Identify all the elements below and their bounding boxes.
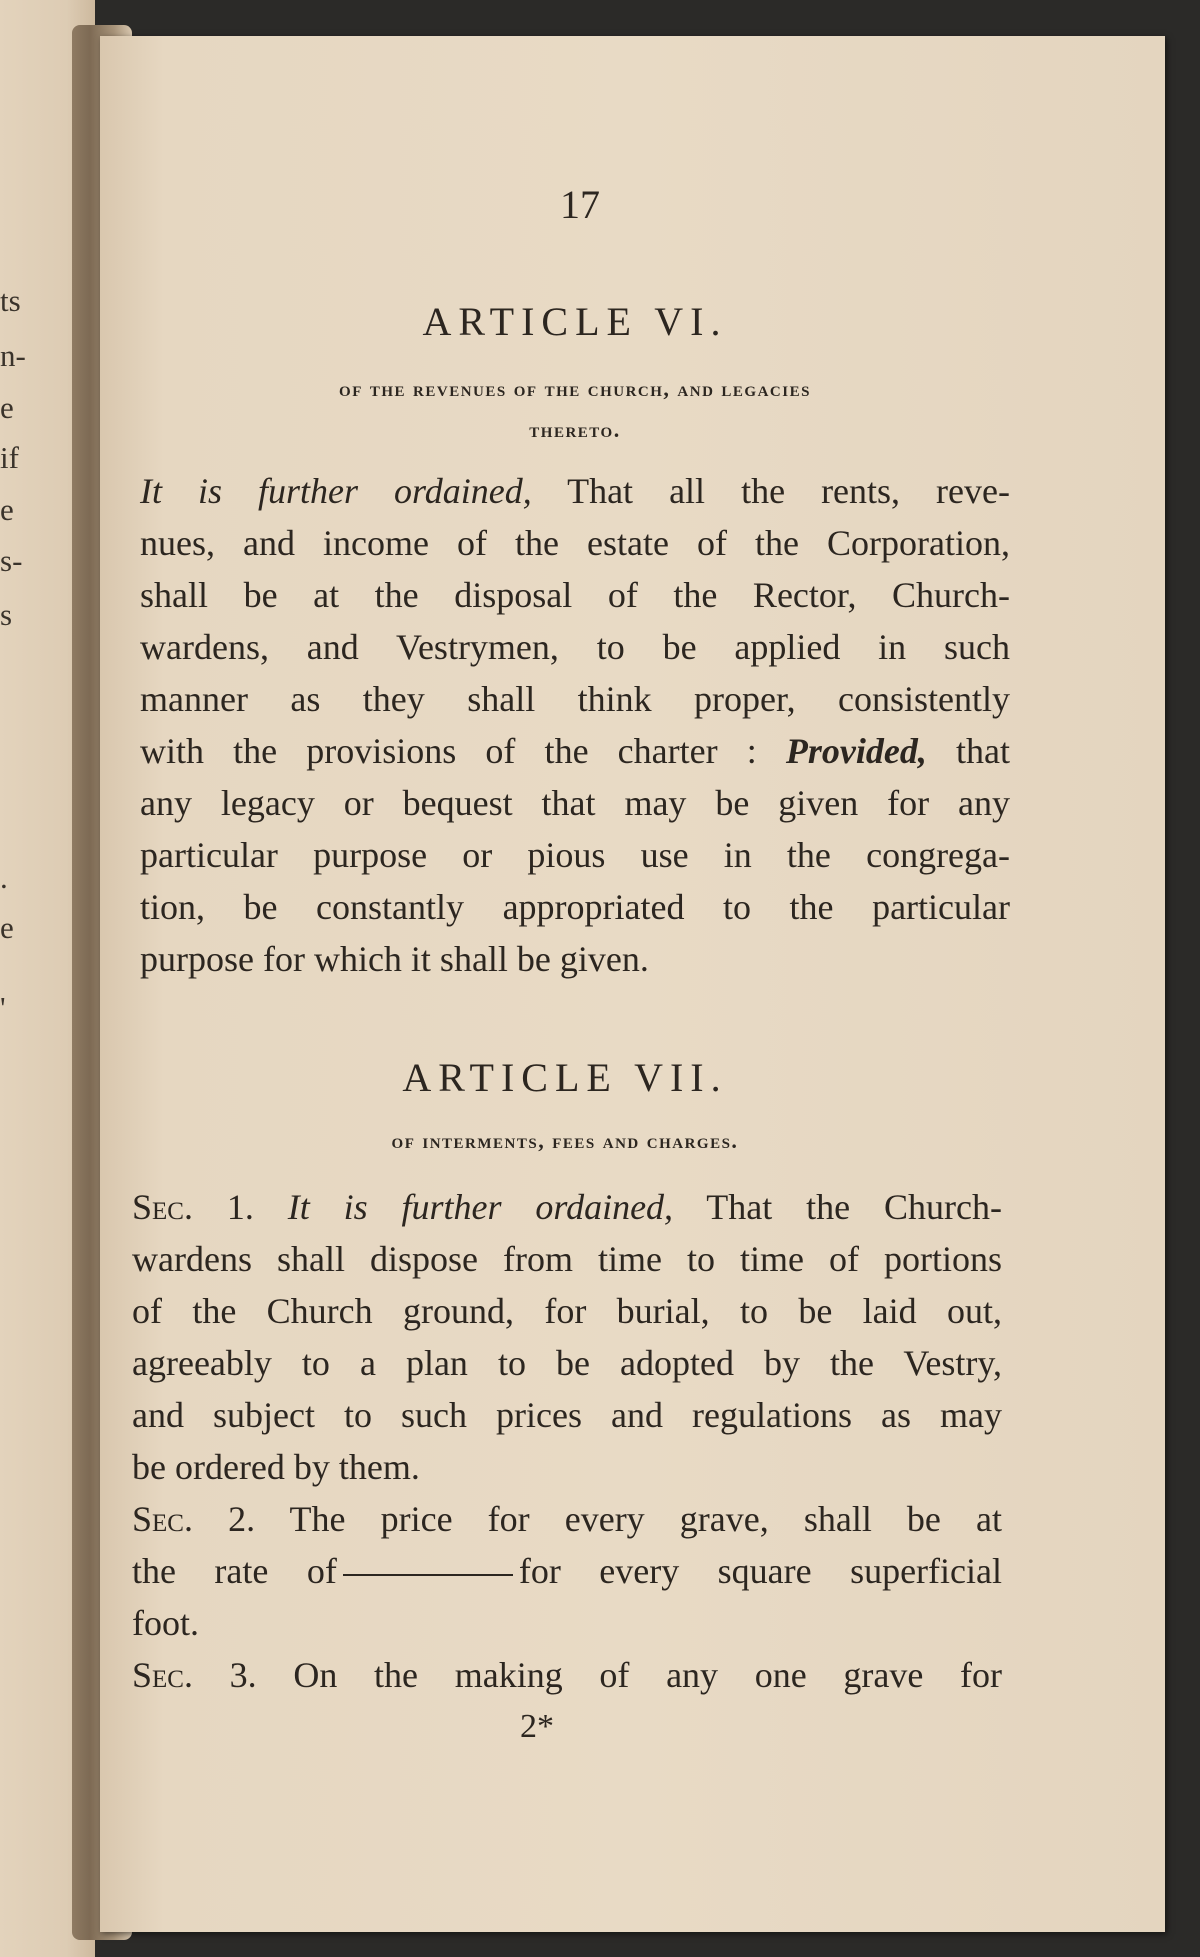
text-line: manner as they shall think proper, consistently: [140, 679, 1010, 719]
text-line: shall be at the disposal of the Rector, Church-: [140, 575, 1010, 615]
section-label: Sec. 1.: [132, 1187, 254, 1227]
text-line: nues, and income of the estate of the Corporation,: [140, 523, 1010, 563]
text-line: [140, 470, 1010, 512]
facing-text: .: [0, 860, 8, 895]
article-6-subtitle: thereto.: [529, 417, 621, 442]
text-line: agreeably to a plan to be adopted by the Vestry,: [132, 1343, 1002, 1383]
facing-text: e: [0, 492, 14, 527]
facing-text: if: [0, 440, 19, 475]
book-page: [100, 36, 1165, 1932]
text-line: [140, 730, 1010, 772]
text-line: tion, be constantly appropriated to the particular: [140, 887, 1010, 927]
text: That all the rents, reve-: [531, 471, 1010, 511]
text-line: [132, 1498, 1002, 1540]
blank-rule: [343, 1574, 513, 1576]
text-line: wardens shall dispose from time to time of portions: [132, 1239, 1002, 1279]
page-number: 17: [560, 182, 600, 227]
facing-text: ts: [0, 283, 21, 318]
text: the rate of: [132, 1551, 337, 1591]
text: with the provisions of the charter :: [140, 731, 786, 771]
signature-mark: 2*: [520, 1708, 554, 1745]
text-line: of the Church ground, for burial, to be laid out,: [132, 1291, 1002, 1331]
facing-text: s: [0, 597, 13, 632]
text-line: particular purpose or pious use in the congrega-: [140, 835, 1010, 875]
text: that: [926, 731, 1010, 771]
text-line: [132, 1550, 1002, 1592]
text-line: be ordered by them.: [132, 1447, 420, 1487]
text-line: foot.: [132, 1603, 199, 1643]
text: On the making of any one grave for: [256, 1655, 1003, 1695]
text-line: purpose for which it shall be given.: [140, 939, 649, 979]
text-line: any legacy or bequest that may be given for any: [140, 783, 1010, 823]
facing-text: ': [0, 990, 6, 1025]
section-label: Sec. 2.: [132, 1499, 256, 1539]
text-line: [132, 1186, 1002, 1228]
facing-text: s-: [0, 543, 23, 578]
article-7-heading: ARTICLE VII.: [402, 1055, 728, 1100]
text: The price for every grave, shall be at: [255, 1499, 1002, 1539]
article-6-subtitle: of the revenues of the church, and legacies: [339, 376, 811, 401]
text-line: and subject to such prices and regulations as may: [132, 1395, 1002, 1435]
bold-italic-phrase: Provided,: [785, 731, 927, 771]
italic-phrase: It is further ordained,: [253, 1187, 674, 1227]
article-7-subtitle: of interments, fees and charges.: [391, 1128, 739, 1153]
section-label: Sec. 3.: [132, 1655, 257, 1695]
text: That the Church-: [673, 1187, 1002, 1227]
facing-text: e: [0, 390, 14, 425]
text: for every square superficial: [518, 1551, 1002, 1591]
article-6-heading: ARTICLE VI.: [422, 299, 728, 344]
text-line: wardens, and Vestrymen, to be applied in such: [140, 627, 1010, 667]
facing-text: e: [0, 910, 14, 945]
facing-text: n-: [0, 338, 26, 373]
italic-phrase: It is further ordained,: [140, 471, 532, 511]
text-line: [132, 1654, 1002, 1696]
